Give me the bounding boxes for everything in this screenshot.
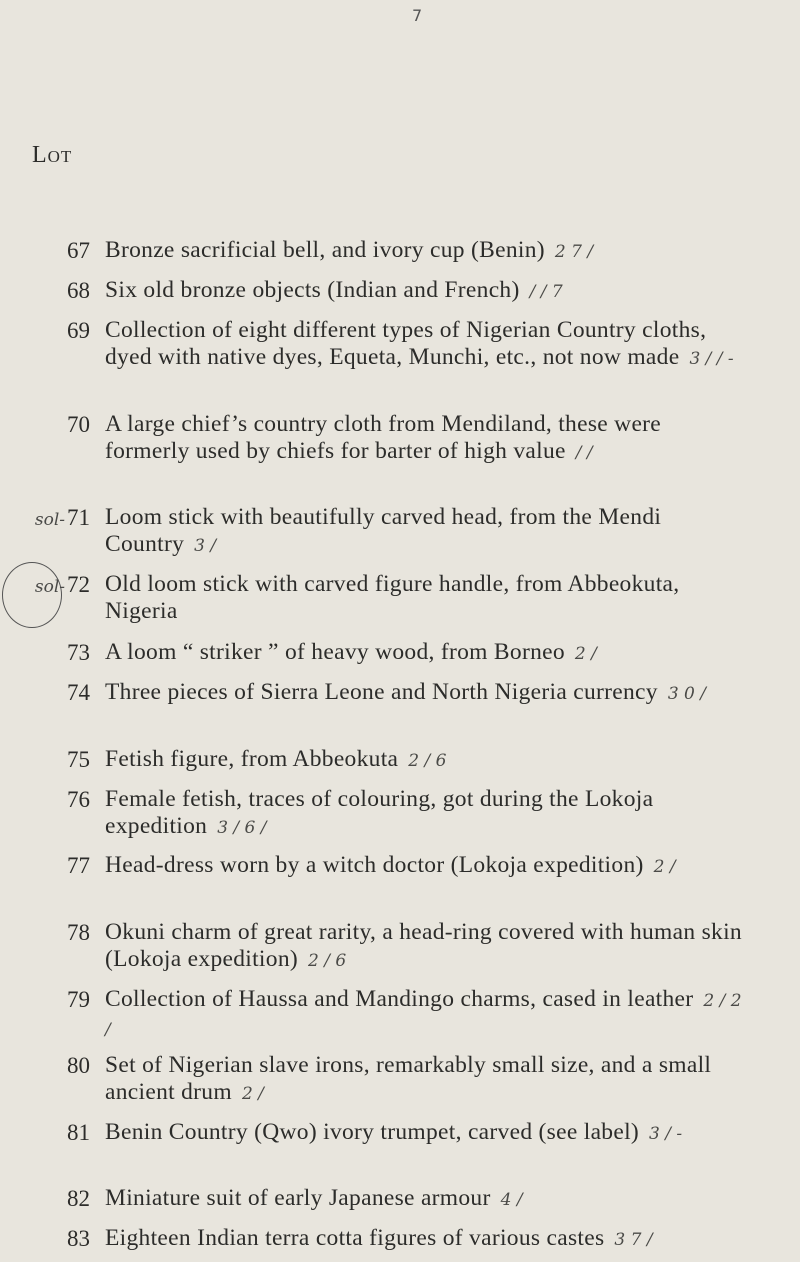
lot-number bbox=[48, 987, 90, 1013]
lot-number bbox=[48, 238, 90, 264]
lot-number-text: 79 bbox=[67, 987, 90, 1012]
handwritten-price: 2 / 6 bbox=[408, 751, 447, 771]
lot-number bbox=[48, 747, 90, 773]
lot-number-text: 69 bbox=[67, 318, 90, 343]
lot-number bbox=[48, 412, 90, 438]
lot-number bbox=[48, 787, 90, 813]
lot-number bbox=[48, 1186, 90, 1212]
lot-number bbox=[48, 1226, 90, 1252]
lot-description bbox=[105, 679, 745, 708]
lot-number-text: 83 bbox=[67, 1226, 90, 1251]
lot-number-text: 73 bbox=[67, 640, 90, 665]
lot-description bbox=[105, 786, 745, 842]
lot-description bbox=[105, 317, 745, 373]
lot-description-text: Collection of Haussa and Mandingo charms, cased in leather bbox=[105, 986, 694, 1012]
lot-description-text: Collection of eight different types of Nigerian Country cloths, dyed with native dyes, Equeta, Munchi, etc., not now made bbox=[105, 317, 707, 370]
handwritten-price: 2 / 6 bbox=[308, 951, 347, 971]
page-mark: 7 bbox=[412, 6, 423, 25]
lot-description-text: Benin Country (Qwo) ivory trumpet, carved (see label) bbox=[105, 1119, 640, 1145]
lot-number bbox=[48, 920, 90, 946]
lot-number-text: 74 bbox=[67, 680, 90, 705]
handwritten-price: 2 / 2 / bbox=[105, 991, 742, 1040]
lot-number bbox=[48, 680, 90, 706]
lot-description bbox=[105, 1225, 745, 1254]
lot-description bbox=[105, 571, 745, 625]
lot-description-text: Loom stick with beautifully carved head, from the Mendi Country bbox=[105, 504, 662, 557]
lot-number bbox=[0, 505, 90, 531]
lot-description bbox=[105, 277, 745, 306]
lot-description-text: A large chief’s country cloth from Mendiland, these were formerly used by chiefs for barter of high value bbox=[105, 411, 662, 464]
lot-number-text: 81 bbox=[67, 1120, 90, 1145]
handwritten-price: 4 / bbox=[500, 1190, 523, 1210]
lot-number-text: 82 bbox=[67, 1186, 90, 1211]
lot-number-text: 71 bbox=[67, 505, 90, 530]
handwritten-price: 3 / bbox=[194, 536, 217, 556]
lot-description bbox=[105, 1119, 745, 1148]
lot-number-text: 68 bbox=[67, 278, 90, 303]
lot-number-text: 75 bbox=[67, 747, 90, 772]
lot-description-text: Set of Nigerian slave irons, remarkably small size, and a small ancient drum bbox=[105, 1052, 712, 1105]
lot-description bbox=[105, 746, 745, 775]
lot-description-text: Female fetish, traces of colouring, got during the Lokoja expedition bbox=[105, 786, 654, 839]
handwritten-price: 3 / 6 / bbox=[217, 818, 267, 838]
lot-number-text: 76 bbox=[67, 787, 90, 812]
handwritten-price: 2 / bbox=[653, 857, 676, 877]
lot-number bbox=[0, 572, 90, 598]
handwritten-price: 3 / / - bbox=[689, 349, 734, 369]
lot-number bbox=[48, 278, 90, 304]
lot-description-text: Fetish figure, from Abbeokuta bbox=[105, 746, 399, 772]
lot-description bbox=[105, 852, 745, 881]
lot-description-text: Head-dress worn by a witch doctor (Lokoja expedition) bbox=[105, 852, 644, 878]
lot-description bbox=[105, 237, 745, 266]
handwritten-price: 2 / bbox=[241, 1084, 264, 1104]
lot-description-text: A loom “ striker ” of heavy wood, from Borneo bbox=[105, 639, 565, 665]
handwritten-price: / / bbox=[575, 443, 593, 463]
lot-description bbox=[105, 504, 745, 560]
lot-annotation: sol- bbox=[34, 577, 65, 597]
lot-number bbox=[48, 1120, 90, 1146]
lot-column-header: Lot bbox=[32, 142, 73, 168]
lot-number-text: 78 bbox=[67, 920, 90, 945]
lot-description-text: Three pieces of Sierra Leone and North Nigeria currency bbox=[105, 679, 658, 705]
lot-description bbox=[105, 1185, 745, 1214]
handwritten-price: 3 0 / bbox=[667, 684, 706, 704]
lot-description bbox=[105, 919, 745, 975]
lot-description-text: Miniature suit of early Japanese armour bbox=[105, 1185, 491, 1211]
lot-description bbox=[105, 639, 745, 668]
lot-description-text: Eighteen Indian terra cotta figures of various castes bbox=[105, 1225, 605, 1251]
lot-number-text: 80 bbox=[67, 1053, 90, 1078]
lot-number bbox=[48, 640, 90, 666]
lot-description-text: Okuni charm of great rarity, a head-ring covered with human skin (Lokoja expedition) bbox=[105, 919, 742, 972]
handwritten-price: 3 7 / bbox=[614, 1230, 653, 1250]
handwritten-price: / / 7 bbox=[529, 282, 563, 302]
handwritten-price: 3 / - bbox=[649, 1124, 683, 1144]
lot-number bbox=[48, 318, 90, 344]
lot-number-text: 72 bbox=[67, 572, 90, 597]
lot-number-text: 70 bbox=[67, 412, 90, 437]
handwritten-price: 2 / bbox=[574, 644, 597, 664]
lot-number-text: 67 bbox=[67, 238, 90, 263]
lot-description-text: Old loom stick with carved figure handle, from Abbeokuta, Nigeria bbox=[105, 571, 680, 624]
lot-number bbox=[48, 853, 90, 879]
lot-number-text: 77 bbox=[67, 853, 90, 878]
lot-description-text: Six old bronze objects (Indian and French) bbox=[105, 277, 520, 303]
lot-description-text: Bronze sacrificial bell, and ivory cup (Benin) bbox=[105, 237, 545, 263]
lot-description bbox=[105, 986, 745, 1044]
lot-description bbox=[105, 411, 745, 467]
lot-number bbox=[48, 1053, 90, 1079]
lot-description bbox=[105, 1052, 745, 1108]
lot-annotation: sol- bbox=[34, 510, 65, 530]
handwritten-price: 2 7 / bbox=[554, 242, 594, 262]
